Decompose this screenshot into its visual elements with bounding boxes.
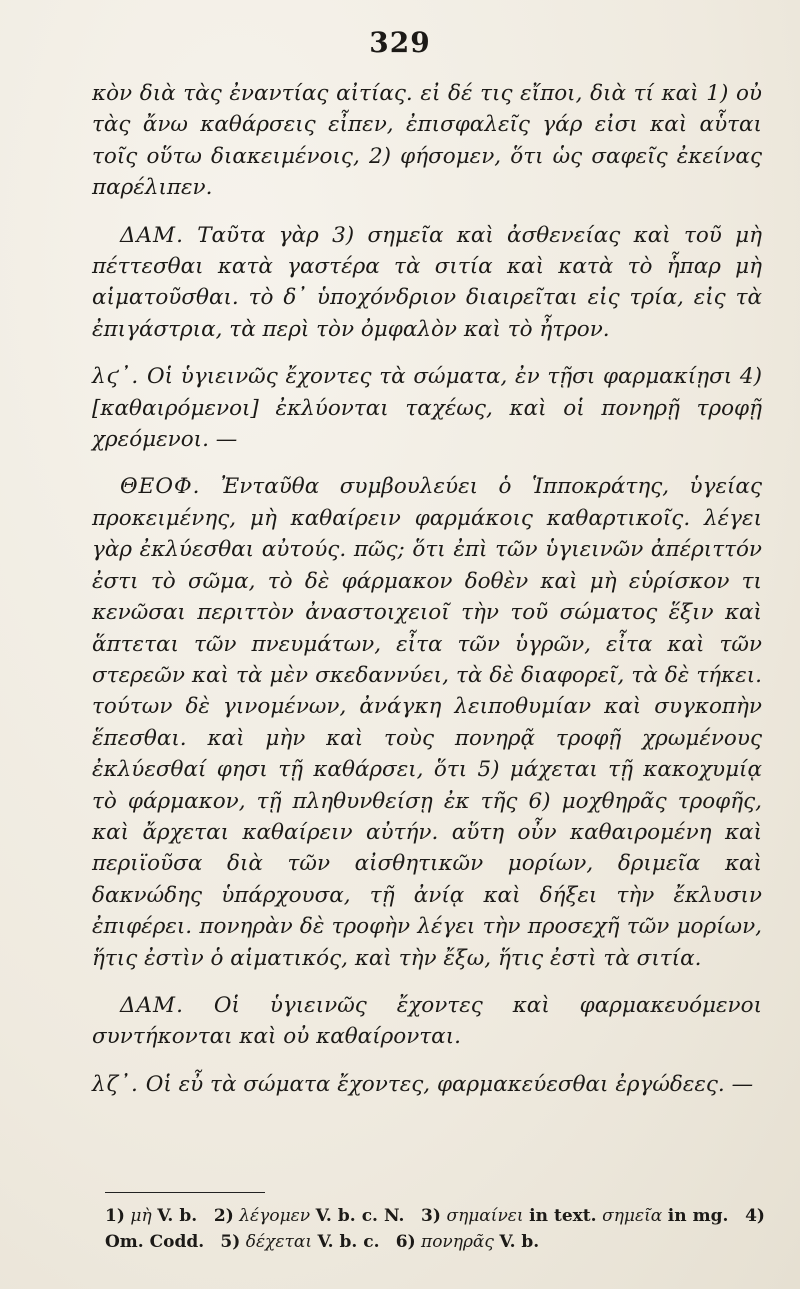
speaker-label: ΔΑΜ.: [120, 992, 184, 1018]
aphorism-36-text: Οἱ ὑγιεινῶς ἔχοντες τὰ σώματα, ἐν τῇσι φαρμακίῃσι 4) [καθαιρόμενοι] ἐκλύονται ταχέως, καὶ οἱ πονηρῇ τροφῇ χρεόμενοι. —: [92, 364, 762, 453]
page-number: 329: [369, 26, 431, 59]
speaker-label: ΘΕΟΦ.: [120, 474, 201, 500]
speaker-label: ΔΑΜ.: [120, 222, 184, 248]
aphorism-number: λζ᾽.: [92, 1071, 139, 1097]
paragraph-1: κὸν διὰ τὰς ἐναντίας αἰτίας. εἰ δέ τις εἴποι, διὰ τί καὶ 1) οὐ τὰς ἄνω καθάρσεις εἶπεν, ἐπισφαλεῖς γάρ εἰσι καὶ αὗται τοῖς οὕτω διακειμένοις, 2) φήσομεν, ὅτι ὡς σαφεῖς ἐκείνας παρέλιπεν.: [92, 81, 762, 201]
paragraph-4-text: Ἐνταῦθα συμβουλεύει ὁ Ἱπποκράτης, ὑγείας προκειμένης, μὴ καθαίρειν φαρμάκοις καθαρτικοῖς. λέγει γὰρ ἐκλύεσθαι αὐτούς. πῶς; ὅτι ἐπὶ τῶν ὑγιεινῶν ἀπέριττόν ἐστι τὸ σῶμα, τὸ δὲ φάρμακον δοθὲν καὶ μὴ εὑρίσκον τι κενῶσαι περιττὸν ἀναστοιχειοῖ τὴν τοῦ σώματος ἕξιν καὶ ἅπτεται τῶν πνευμάτων, εἶτα τῶν ὑγρῶν, εἶτα καὶ τῶν στερεῶν καὶ τὰ μὲν σκεδαννύει, τὰ δὲ διαφορεῖ, τὰ δὲ τήκει. τούτων δὲ γινομένων, ἀνάγκη λειποθυμίαν καὶ συγκοπὴν ἕπεσθαι. καὶ μὴν καὶ τοὺς πονηρᾷ τροφῇ χρωμένους ἐκλύεσθαί φησι τῇ καθάρσει, ὅτι 5) μάχεται τῇ κακοχυμίᾳ τὸ φάρμακον, τῇ πληθυνθείσῃ ἐκ τῆς 6) μοχθηρᾶς τροφῆς, καὶ ἄρχεται καθαίρειν αὐτήν. αὕτη οὖν καθαιρομένη καὶ περιϊοῦσα διὰ τῶν αἰσθητικῶν μορίων, δριμεῖα καὶ δακνώδης ὑπάρχουσα, τῇ ἀνίᾳ καὶ δήξει τὴν ἔκλυσιν ἐπιφέρει. πονηρὰν δὲ τροφὴν λέγει τὴν προσεχῆ τῶν μορίων, ἥτις ἐστὶν ὁ αἱματικός, καὶ τὴν ἔξω, ἥτις ἐστὶ τὰ σιτία.: [92, 474, 762, 971]
aphorism-36: [92, 361, 762, 455]
footnote: 2) λέγομεν V. b. c. N.: [213, 1206, 405, 1226]
paragraph-2-text: Ταῦτα γὰρ 3) σημεῖα καὶ ἀσθενείας καὶ τοῦ μὴ πέττεσθαι κατὰ γαστέρα τὰ σιτία καὶ κατὰ τὸ ἧπαρ μὴ αἱματοῦσθαι. τὸ δ᾽ ὑποχόνδριον διαιρεῖται εἰς τρία, εἰς τὰ ἐπιγάστρια, τὰ περὶ τὸν ὀμφαλὸν καὶ τὸ ἦτρον.: [92, 222, 762, 342]
footnote: 5) δέχεται V. b. c.: [220, 1232, 380, 1252]
footnote: 1) μὴ V. b.: [105, 1206, 198, 1226]
aphorism-37: [92, 1069, 762, 1100]
footnote: 4) Om. Codd.: [105, 1206, 765, 1252]
aphorism-number: λϛ᾽.: [92, 364, 140, 390]
main-text: [92, 78, 762, 1100]
paragraph-5: [92, 990, 762, 1053]
footnotes: [105, 1203, 765, 1255]
footnote: 6) πονηρᾶς V. b.: [395, 1232, 540, 1252]
paragraph-2: [92, 220, 762, 346]
footnote-rule: [105, 1192, 265, 1193]
paragraph-5-text: Οἱ ὑγιεινῶς ἔχοντες καὶ φαρμακευόμενοι συντήκονται καὶ οὐ καθαίρονται.: [92, 992, 762, 1050]
aphorism-37-text: Οἱ εὖ τὰ σώματα ἔχοντες, φαρμακεύεσθαι ἐργώδεες. —: [145, 1071, 754, 1097]
paragraph-4: [92, 471, 762, 974]
footnote: 3) σημαίνει in text. σημεῖα in mg.: [421, 1206, 729, 1226]
